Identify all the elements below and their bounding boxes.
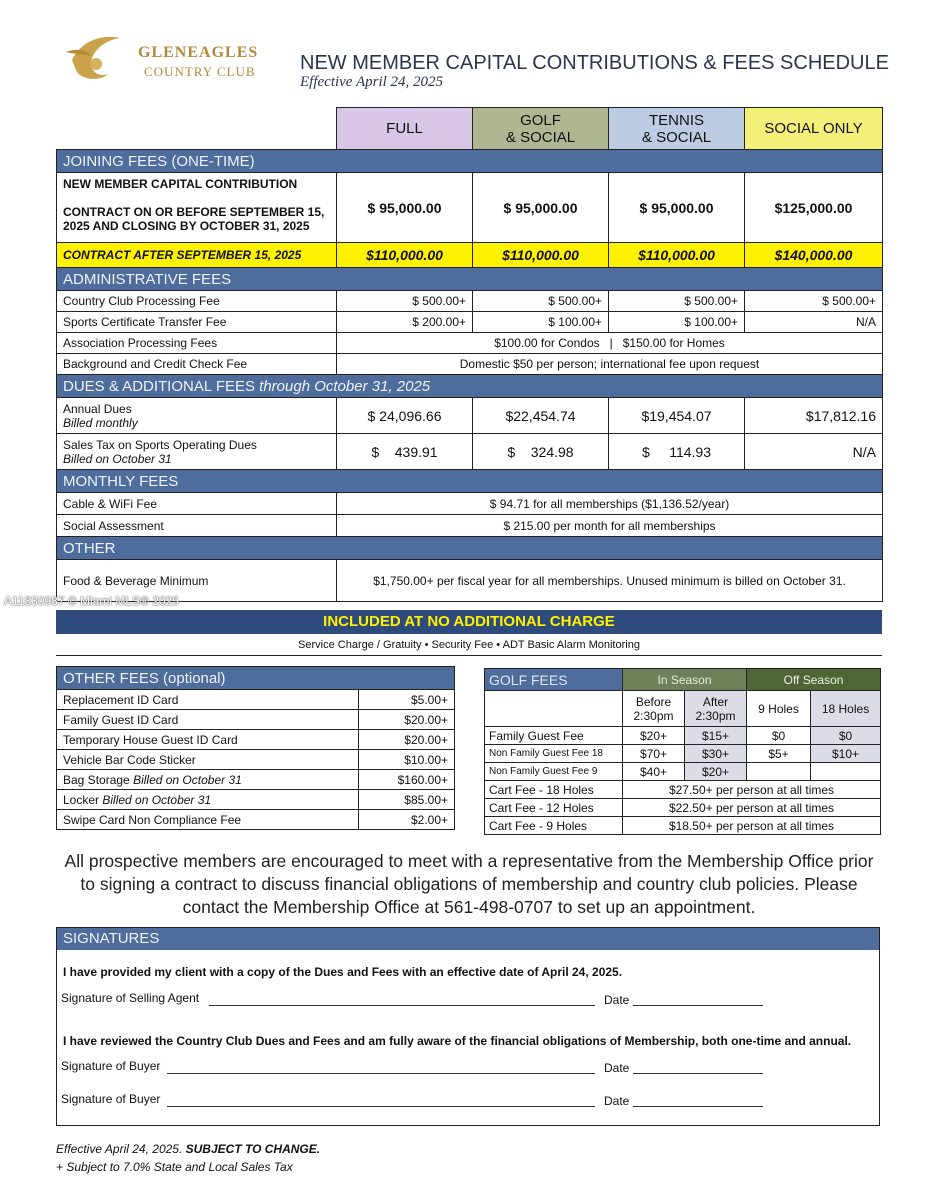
other-fee-value: $2.00+ [359,810,455,830]
tax-golf: $ 324.98 [473,434,609,470]
transfer-full: $ 200.00+ [337,312,473,333]
buyer2-signature-line[interactable] [167,1105,595,1107]
col-social-only: SOCIAL ONLY [745,108,883,150]
other-fee-label: Replacement ID Card [57,690,359,710]
glen-logo-icon [62,30,132,84]
guest-fee-label: Non Family Guest Fee 9 [485,763,623,781]
cable-label: Cable & WiFi Fee [57,493,337,515]
included-heading: INCLUDED AT NO ADDITIONAL CHARGE [56,610,882,634]
social-assessment-label: Social Assessment [57,515,337,537]
club-logo [62,30,262,84]
monthly-heading: MONTHLY FEES [57,470,883,493]
other-fees-heading: OTHER FEES (optional) [57,667,455,690]
annual-golf: $22,454.74 [473,398,609,434]
guest-fee-value: $0 [811,727,881,745]
cart-fee-label: Cart Fee - 18 Holes [485,781,623,799]
after-full: $110,000.00 [337,243,473,268]
guest-fee-value: $20+ [685,763,747,781]
agent-date-line[interactable] [633,1004,763,1006]
dues-heading: DUES & ADDITIONAL FEES through October 31, 2025 [57,375,883,398]
col-full: FULL [337,108,473,150]
guest-fee-value: $5+ [747,745,811,763]
tax-full: $ 439.91 [337,434,473,470]
buyer-date-line[interactable] [633,1072,763,1074]
social-assessment-value: $ 215.00 per month for all memberships [337,515,883,537]
guest-fee-value: $10+ [811,745,881,763]
guest-fee-label: Non Family Guest Fee 18 [485,745,623,763]
buyer2-signature-label: Signature of Buyer [61,1092,161,1106]
admin-heading: ADMINISTRATIVE FEES [57,268,883,291]
effective-date: Effective April 24, 2025 [300,74,444,90]
processing-tennis: $ 500.00+ [609,291,745,312]
golf-fees-heading: GOLF FEES [485,669,623,691]
buyer-signature-line[interactable] [167,1072,595,1074]
transfer-tennis: $ 100.00+ [609,312,745,333]
transfer-label: Sports Certificate Transfer Fee [57,312,337,333]
other-heading: OTHER [57,537,883,560]
cart-fee-value: $22.50+ per person at all times [623,799,881,817]
nine-holes-heading: 9 Holes [747,691,811,727]
golf-fees-table [484,668,881,835]
other-fee-label: Bag Storage Billed on October 31 [57,770,359,790]
guest-fee-value: $40+ [623,763,685,781]
tax-social: N/A [745,434,883,470]
guest-fee-value [811,763,881,781]
signatures-section [56,927,880,1126]
cable-value: $ 94.71 for all memberships ($1,136.52/year) [337,493,883,515]
guest-fee-label: Family Guest Fee [485,727,623,745]
cart-fee-label: Cart Fee - 9 Holes [485,817,623,835]
buyer-date-label: Date [604,1061,630,1075]
other-fee-value: $5.00+ [359,690,455,710]
before-golf: $ 95,000.00 [473,173,609,243]
processing-full: $ 500.00+ [337,291,473,312]
transfer-golf: $ 100.00+ [473,312,609,333]
guest-fee-value: $30+ [685,745,747,763]
other-fee-value: $85.00+ [359,790,455,810]
background-label: Background and Credit Check Fee [57,354,337,375]
fb-value: $1,750.00+ per fiscal year for all memberships. Unused minimum is billed on October 31. [337,560,883,602]
buyer2-date-label: Date [604,1094,630,1108]
off-season-heading: Off Season [747,669,881,691]
buyer-statement: I have reviewed the Country Club Dues and Fees and am fully aware of the financial obligations of Membership, both one-time and annual. [63,1034,852,1048]
joining-heading: JOINING FEES (ONE-TIME) [57,150,883,173]
logo-subname: COUNTRY CLUB [144,64,256,79]
membership-note: All prospective members are encouraged to meet with a representative from the Membership Office prior to signing a contract to discuss financial obligations of membership and country club policies. Please contact the Membership Office at 561-498-0707 to set up an appointment. [64,851,874,917]
agent-statement: I have provided my client with a copy of the Dues and Fees with an effective date of April 24, 2025. [63,965,623,979]
transfer-social: N/A [745,312,883,333]
annual-label: Annual Dues Billed monthly [57,398,337,434]
processing-golf: $ 500.00+ [473,291,609,312]
signatures-heading: SIGNATURES [57,928,879,950]
other-fee-label: Family Guest ID Card [57,710,359,730]
processing-social: $ 500.00+ [745,291,883,312]
included-items: Service Charge / Gratuity • Security Fee • ADT Basic Alarm Monitoring [56,635,882,656]
after-social: $140,000.00 [745,243,883,268]
logo-name: GLENEAGLES [138,44,259,61]
annual-tennis: $19,454.07 [609,398,745,434]
association-label: Association Processing Fees [57,333,337,354]
mls-watermark: A11830987 © Miami MLS® 2025 [4,594,179,608]
in-season-heading: In Season [623,669,747,691]
after-tennis: $110,000.00 [609,243,745,268]
guest-fee-value: $15+ [685,727,747,745]
other-fee-label: Vehicle Bar Code Sticker [57,750,359,770]
guest-fee-value: $70+ [623,745,685,763]
other-fee-value: $160.00+ [359,770,455,790]
agent-date-label: Date [604,993,630,1007]
capital-label: NEW MEMBER CAPITAL CONTRIBUTION CONTRACT ON OR BEFORE SEPTEMBER 15, 2025 AND CLOSING BY OCTOBER 31, 2025 [57,173,337,243]
background-value: Domestic $50 per person; international fee upon request [337,354,883,375]
guest-fee-value: $20+ [623,727,685,745]
other-fee-value: $20.00+ [359,730,455,750]
footer-tax-note: + Subject to 7.0% State and Local Sales Tax [56,1160,293,1174]
after-golf: $110,000.00 [473,243,609,268]
agent-signature-line[interactable] [209,1004,595,1006]
fees-table [56,107,883,602]
processing-label: Country Club Processing Fee [57,291,337,312]
page-title: NEW MEMBER CAPITAL CONTRIBUTIONS & FEES SCHEDULE [300,52,889,74]
col-golf-social: GOLF & SOCIAL [473,108,609,150]
buyer-signature-label: Signature of Buyer [61,1059,161,1073]
fb-label: Food & Beverage Minimum [57,560,337,602]
other-fee-value: $20.00+ [359,710,455,730]
before-full: $ 95,000.00 [337,173,473,243]
before-heading: Before 2:30pm [623,691,685,727]
association-value: $100.00 for Condos | $150.00 for Homes [337,333,883,354]
before-social: $125,000.00 [745,173,883,243]
other-fee-label: Locker Billed on October 31 [57,790,359,810]
guest-fee-value [747,763,811,781]
other-fee-value: $10.00+ [359,750,455,770]
other-fees-table [56,666,455,830]
eighteen-holes-heading: 18 Holes [811,691,881,727]
tax-tennis: $ 114.93 [609,434,745,470]
before-tennis: $ 95,000.00 [609,173,745,243]
footer-effective: Effective April 24, 2025. SUBJECT TO CHANGE. [56,1142,321,1156]
tax-label: Sales Tax on Sports Operating Dues Billed on October 31 [57,434,337,470]
col-tennis-social: TENNIS & SOCIAL [609,108,745,150]
guest-fee-value: $0 [747,727,811,745]
cart-fee-label: Cart Fee - 12 Holes [485,799,623,817]
other-fee-label: Temporary House Guest ID Card [57,730,359,750]
annual-full: $ 24,096.66 [337,398,473,434]
buyer2-date-line[interactable] [633,1105,763,1107]
annual-social: $17,812.16 [745,398,883,434]
after-heading: After 2:30pm [685,691,747,727]
cart-fee-value: $27.50+ per person at all times [623,781,881,799]
agent-signature-label: Signature of Selling Agent [61,991,200,1005]
after-label: CONTRACT AFTER SEPTEMBER 15, 2025 [57,243,337,268]
other-fee-label: Swipe Card Non Compliance Fee [57,810,359,830]
cart-fee-value: $18.50+ per person at all times [623,817,881,835]
